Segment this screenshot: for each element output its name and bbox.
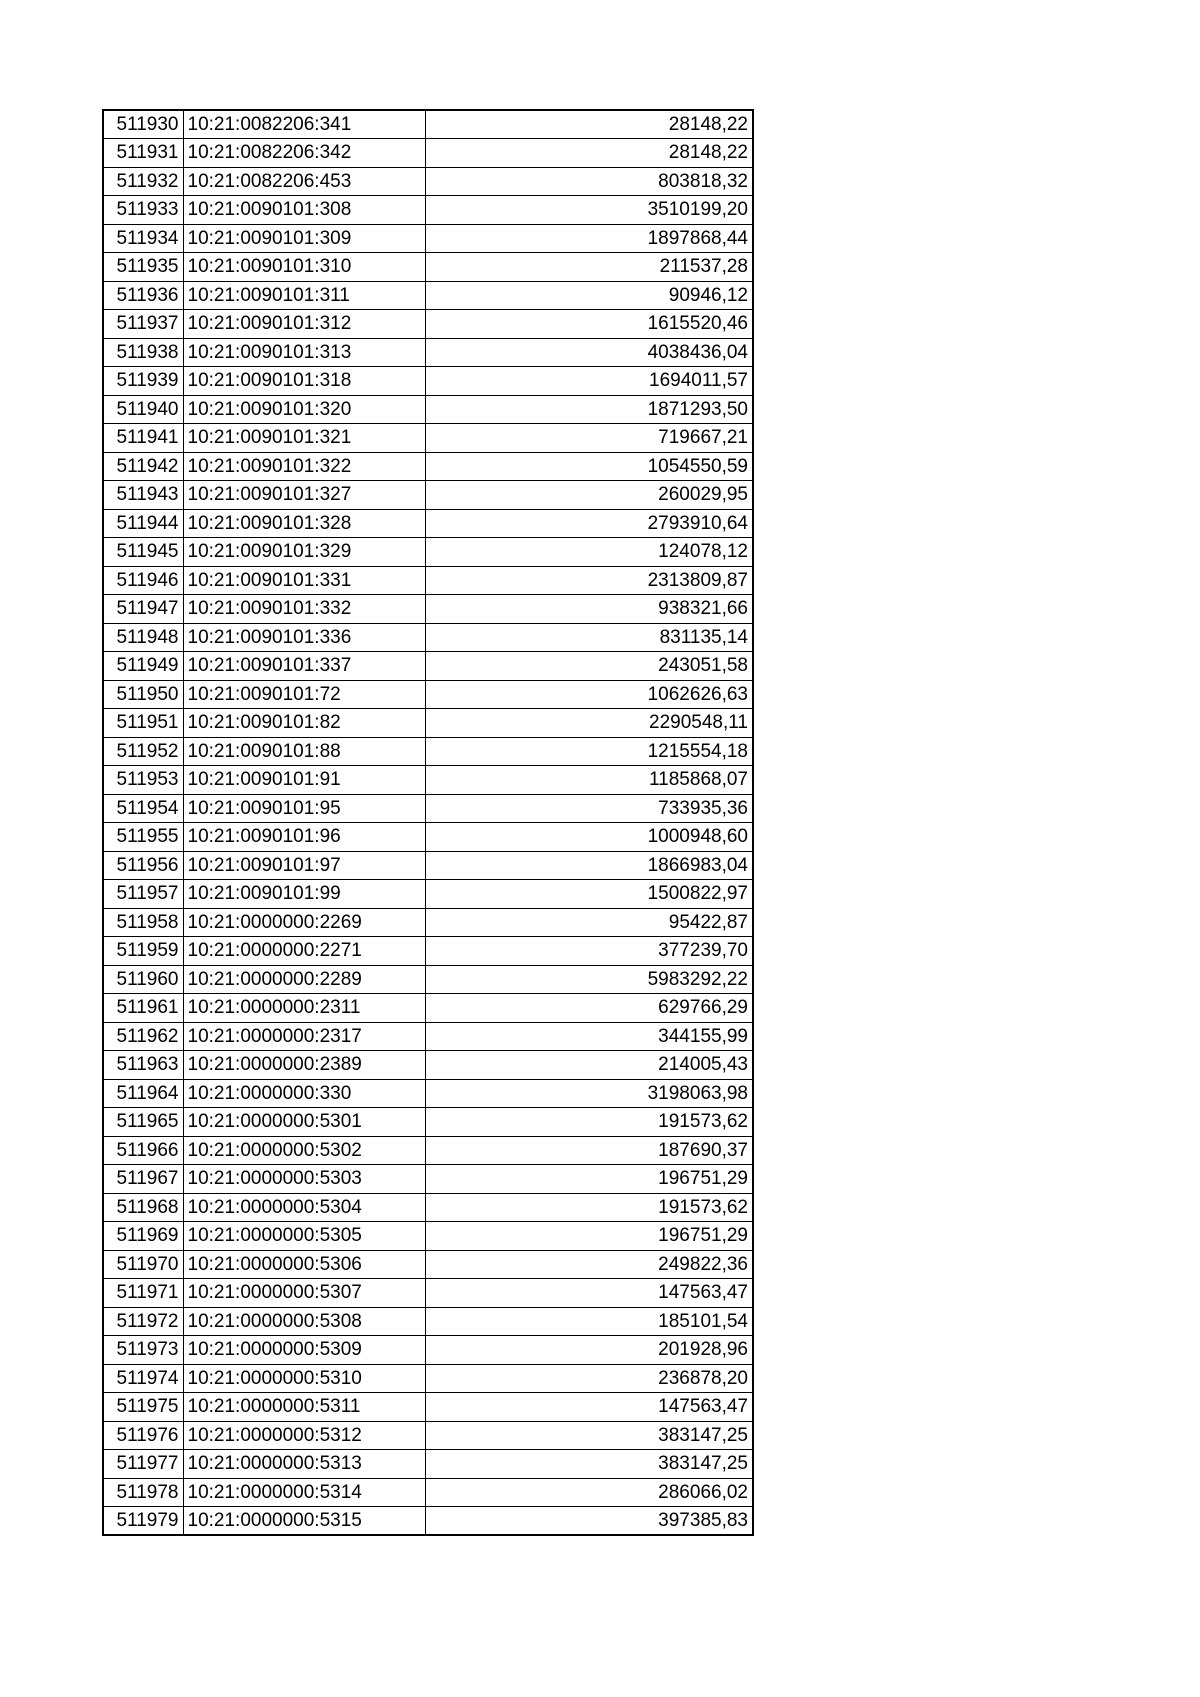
row-id-cell: 511946 xyxy=(103,566,183,595)
row-id-cell: 511962 xyxy=(103,1022,183,1051)
table-row xyxy=(103,794,753,823)
value-cell: 28148,22 xyxy=(425,139,753,168)
value-cell: 377239,70 xyxy=(425,937,753,966)
table-row xyxy=(103,965,753,994)
value-cell: 803818,32 xyxy=(425,167,753,196)
value-cell: 185101,54 xyxy=(425,1307,753,1336)
cadastral-code-cell: 10:21:0000000:2317 xyxy=(183,1022,425,1051)
value-cell: 938321,66 xyxy=(425,595,753,624)
value-cell: 1215554,18 xyxy=(425,737,753,766)
row-id-cell: 511949 xyxy=(103,652,183,681)
cadastral-code-cell: 10:21:0090101:88 xyxy=(183,737,425,766)
cadastral-code-cell: 10:21:0090101:91 xyxy=(183,766,425,795)
cadastral-code-cell: 10:21:0090101:311 xyxy=(183,281,425,310)
table-row xyxy=(103,623,753,652)
cadastral-code-cell: 10:21:0000000:5312 xyxy=(183,1421,425,1450)
cadastral-code-cell: 10:21:0000000:5314 xyxy=(183,1478,425,1507)
row-id-cell: 511970 xyxy=(103,1250,183,1279)
cadastral-code-cell: 10:21:0090101:322 xyxy=(183,452,425,481)
table-row xyxy=(103,167,753,196)
row-id-cell: 511938 xyxy=(103,338,183,367)
row-id-cell: 511940 xyxy=(103,395,183,424)
value-cell: 214005,43 xyxy=(425,1051,753,1080)
value-cell: 831135,14 xyxy=(425,623,753,652)
value-cell: 191573,62 xyxy=(425,1108,753,1137)
value-cell: 201928,96 xyxy=(425,1336,753,1365)
table-row xyxy=(103,1051,753,1080)
value-cell: 397385,83 xyxy=(425,1507,753,1536)
table-row xyxy=(103,1450,753,1479)
table-row xyxy=(103,652,753,681)
cadastral-code-cell: 10:21:0090101:331 xyxy=(183,566,425,595)
value-cell: 1500822,97 xyxy=(425,880,753,909)
value-cell: 3510199,20 xyxy=(425,196,753,225)
cadastral-code-cell: 10:21:0090101:337 xyxy=(183,652,425,681)
cadastral-code-cell: 10:21:0000000:2311 xyxy=(183,994,425,1023)
table-row xyxy=(103,538,753,567)
cadastral-code-cell: 10:21:0000000:5305 xyxy=(183,1222,425,1251)
value-cell: 187690,37 xyxy=(425,1136,753,1165)
cadastral-code-cell: 10:21:0090101:327 xyxy=(183,481,425,510)
row-id-cell: 511933 xyxy=(103,196,183,225)
table-row xyxy=(103,566,753,595)
row-id-cell: 511968 xyxy=(103,1193,183,1222)
value-cell: 1871293,50 xyxy=(425,395,753,424)
table-body xyxy=(103,110,753,1535)
cadastral-code-cell: 10:21:0090101:308 xyxy=(183,196,425,225)
row-id-cell: 511979 xyxy=(103,1507,183,1536)
cadastral-code-cell: 10:21:0000000:5309 xyxy=(183,1336,425,1365)
table-row xyxy=(103,1250,753,1279)
cadastral-code-cell: 10:21:0000000:5315 xyxy=(183,1507,425,1536)
row-id-cell: 511964 xyxy=(103,1079,183,1108)
table-row xyxy=(103,709,753,738)
row-id-cell: 511969 xyxy=(103,1222,183,1251)
value-cell: 2313809,87 xyxy=(425,566,753,595)
value-cell: 719667,21 xyxy=(425,424,753,453)
value-cell: 90946,12 xyxy=(425,281,753,310)
value-cell: 196751,29 xyxy=(425,1165,753,1194)
cadastral-code-cell: 10:21:0090101:72 xyxy=(183,680,425,709)
row-id-cell: 511977 xyxy=(103,1450,183,1479)
value-cell: 2290548,11 xyxy=(425,709,753,738)
row-id-cell: 511971 xyxy=(103,1279,183,1308)
cadastral-code-cell: 10:21:0090101:320 xyxy=(183,395,425,424)
table-row xyxy=(103,224,753,253)
cadastral-code-cell: 10:21:0000000:2289 xyxy=(183,965,425,994)
cadastral-code-cell: 10:21:0000000:5306 xyxy=(183,1250,425,1279)
row-id-cell: 511941 xyxy=(103,424,183,453)
value-cell: 249822,36 xyxy=(425,1250,753,1279)
table-row xyxy=(103,310,753,339)
row-id-cell: 511976 xyxy=(103,1421,183,1450)
table-row xyxy=(103,1279,753,1308)
cadastral-code-cell: 10:21:0090101:310 xyxy=(183,253,425,282)
table-row xyxy=(103,196,753,225)
value-cell: 383147,25 xyxy=(425,1450,753,1479)
row-id-cell: 511960 xyxy=(103,965,183,994)
value-cell: 147563,47 xyxy=(425,1279,753,1308)
row-id-cell: 511972 xyxy=(103,1307,183,1336)
cadastral-code-cell: 10:21:0000000:2271 xyxy=(183,937,425,966)
cadastral-code-cell: 10:21:0000000:5307 xyxy=(183,1279,425,1308)
value-cell: 95422,87 xyxy=(425,908,753,937)
table-row xyxy=(103,1079,753,1108)
row-id-cell: 511954 xyxy=(103,794,183,823)
row-id-cell: 511955 xyxy=(103,823,183,852)
cadastral-code-cell: 10:21:0000000:330 xyxy=(183,1079,425,1108)
cadastral-code-cell: 10:21:0090101:313 xyxy=(183,338,425,367)
table-row xyxy=(103,994,753,1023)
table-row xyxy=(103,880,753,909)
cadastral-code-cell: 10:21:0090101:309 xyxy=(183,224,425,253)
row-id-cell: 511957 xyxy=(103,880,183,909)
data-table xyxy=(102,109,754,1536)
table-row xyxy=(103,338,753,367)
row-id-cell: 511942 xyxy=(103,452,183,481)
cadastral-code-cell: 10:21:0000000:5313 xyxy=(183,1450,425,1479)
table-row xyxy=(103,1421,753,1450)
cadastral-code-cell: 10:21:0000000:5303 xyxy=(183,1165,425,1194)
row-id-cell: 511931 xyxy=(103,139,183,168)
cadastral-code-cell: 10:21:0090101:329 xyxy=(183,538,425,567)
table-row xyxy=(103,1336,753,1365)
table-row xyxy=(103,1136,753,1165)
cadastral-code-cell: 10:21:0000000:5301 xyxy=(183,1108,425,1137)
table-row xyxy=(103,851,753,880)
table-row xyxy=(103,1507,753,1536)
value-cell: 1185868,07 xyxy=(425,766,753,795)
table-row xyxy=(103,1108,753,1137)
value-cell: 124078,12 xyxy=(425,538,753,567)
table-row xyxy=(103,766,753,795)
table-row xyxy=(103,737,753,766)
row-id-cell: 511951 xyxy=(103,709,183,738)
row-id-cell: 511956 xyxy=(103,851,183,880)
table-row xyxy=(103,1022,753,1051)
value-cell: 2793910,64 xyxy=(425,509,753,538)
value-cell: 1694011,57 xyxy=(425,367,753,396)
value-cell: 1615520,46 xyxy=(425,310,753,339)
value-cell: 733935,36 xyxy=(425,794,753,823)
row-id-cell: 511967 xyxy=(103,1165,183,1194)
row-id-cell: 511961 xyxy=(103,994,183,1023)
row-id-cell: 511973 xyxy=(103,1336,183,1365)
row-id-cell: 511975 xyxy=(103,1393,183,1422)
value-cell: 5983292,22 xyxy=(425,965,753,994)
row-id-cell: 511937 xyxy=(103,310,183,339)
row-id-cell: 511943 xyxy=(103,481,183,510)
cadastral-code-cell: 10:21:0000000:2269 xyxy=(183,908,425,937)
row-id-cell: 511950 xyxy=(103,680,183,709)
value-cell: 1000948,60 xyxy=(425,823,753,852)
cadastral-code-cell: 10:21:0090101:336 xyxy=(183,623,425,652)
table-row xyxy=(103,1193,753,1222)
row-id-cell: 511953 xyxy=(103,766,183,795)
table-row xyxy=(103,139,753,168)
value-cell: 1054550,59 xyxy=(425,452,753,481)
table-row xyxy=(103,481,753,510)
cadastral-code-cell: 10:21:0090101:95 xyxy=(183,794,425,823)
row-id-cell: 511932 xyxy=(103,167,183,196)
table-row xyxy=(103,1165,753,1194)
value-cell: 28148,22 xyxy=(425,110,753,139)
table-row xyxy=(103,110,753,139)
table-row xyxy=(103,509,753,538)
row-id-cell: 511935 xyxy=(103,253,183,282)
row-id-cell: 511963 xyxy=(103,1051,183,1080)
table-row xyxy=(103,1478,753,1507)
cadastral-code-cell: 10:21:0090101:82 xyxy=(183,709,425,738)
table-row xyxy=(103,908,753,937)
cadastral-code-cell: 10:21:0000000:5311 xyxy=(183,1393,425,1422)
row-id-cell: 511948 xyxy=(103,623,183,652)
cadastral-code-cell: 10:21:0090101:332 xyxy=(183,595,425,624)
value-cell: 1866983,04 xyxy=(425,851,753,880)
row-id-cell: 511945 xyxy=(103,538,183,567)
row-id-cell: 511978 xyxy=(103,1478,183,1507)
value-cell: 236878,20 xyxy=(425,1364,753,1393)
table-row xyxy=(103,1307,753,1336)
value-cell: 191573,62 xyxy=(425,1193,753,1222)
table-row xyxy=(103,452,753,481)
value-cell: 196751,29 xyxy=(425,1222,753,1251)
table-row xyxy=(103,281,753,310)
row-id-cell: 511944 xyxy=(103,509,183,538)
cadastral-code-cell: 10:21:0090101:318 xyxy=(183,367,425,396)
table-row xyxy=(103,367,753,396)
table-row xyxy=(103,595,753,624)
value-cell: 1897868,44 xyxy=(425,224,753,253)
value-cell: 383147,25 xyxy=(425,1421,753,1450)
value-cell: 4038436,04 xyxy=(425,338,753,367)
cadastral-code-cell: 10:21:0090101:312 xyxy=(183,310,425,339)
table-row xyxy=(103,680,753,709)
row-id-cell: 511974 xyxy=(103,1364,183,1393)
cadastral-code-cell: 10:21:0090101:96 xyxy=(183,823,425,852)
cadastral-code-cell: 10:21:0090101:321 xyxy=(183,424,425,453)
row-id-cell: 511959 xyxy=(103,937,183,966)
cadastral-code-cell: 10:21:0000000:5310 xyxy=(183,1364,425,1393)
row-id-cell: 511952 xyxy=(103,737,183,766)
row-id-cell: 511930 xyxy=(103,110,183,139)
cadastral-code-cell: 10:21:0090101:328 xyxy=(183,509,425,538)
table-row xyxy=(103,424,753,453)
row-id-cell: 511947 xyxy=(103,595,183,624)
cadastral-code-cell: 10:21:0000000:5304 xyxy=(183,1193,425,1222)
value-cell: 3198063,98 xyxy=(425,1079,753,1108)
cadastral-code-cell: 10:21:0082206:453 xyxy=(183,167,425,196)
cadastral-code-cell: 10:21:0000000:5302 xyxy=(183,1136,425,1165)
row-id-cell: 511958 xyxy=(103,908,183,937)
row-id-cell: 511965 xyxy=(103,1108,183,1137)
value-cell: 286066,02 xyxy=(425,1478,753,1507)
value-cell: 147563,47 xyxy=(425,1393,753,1422)
table-row xyxy=(103,823,753,852)
row-id-cell: 511966 xyxy=(103,1136,183,1165)
row-id-cell: 511936 xyxy=(103,281,183,310)
table-row xyxy=(103,1393,753,1422)
row-id-cell: 511934 xyxy=(103,224,183,253)
table-row xyxy=(103,1222,753,1251)
value-cell: 260029,95 xyxy=(425,481,753,510)
value-cell: 629766,29 xyxy=(425,994,753,1023)
value-cell: 1062626,63 xyxy=(425,680,753,709)
table-row xyxy=(103,395,753,424)
table-row xyxy=(103,253,753,282)
cadastral-code-cell: 10:21:0082206:341 xyxy=(183,110,425,139)
value-cell: 243051,58 xyxy=(425,652,753,681)
row-id-cell: 511939 xyxy=(103,367,183,396)
table-row xyxy=(103,937,753,966)
cadastral-code-cell: 10:21:0090101:99 xyxy=(183,880,425,909)
cadastral-code-cell: 10:21:0000000:5308 xyxy=(183,1307,425,1336)
cadastral-code-cell: 10:21:0090101:97 xyxy=(183,851,425,880)
table-row xyxy=(103,1364,753,1393)
cadastral-code-cell: 10:21:0082206:342 xyxy=(183,139,425,168)
value-cell: 211537,28 xyxy=(425,253,753,282)
value-cell: 344155,99 xyxy=(425,1022,753,1051)
cadastral-code-cell: 10:21:0000000:2389 xyxy=(183,1051,425,1080)
